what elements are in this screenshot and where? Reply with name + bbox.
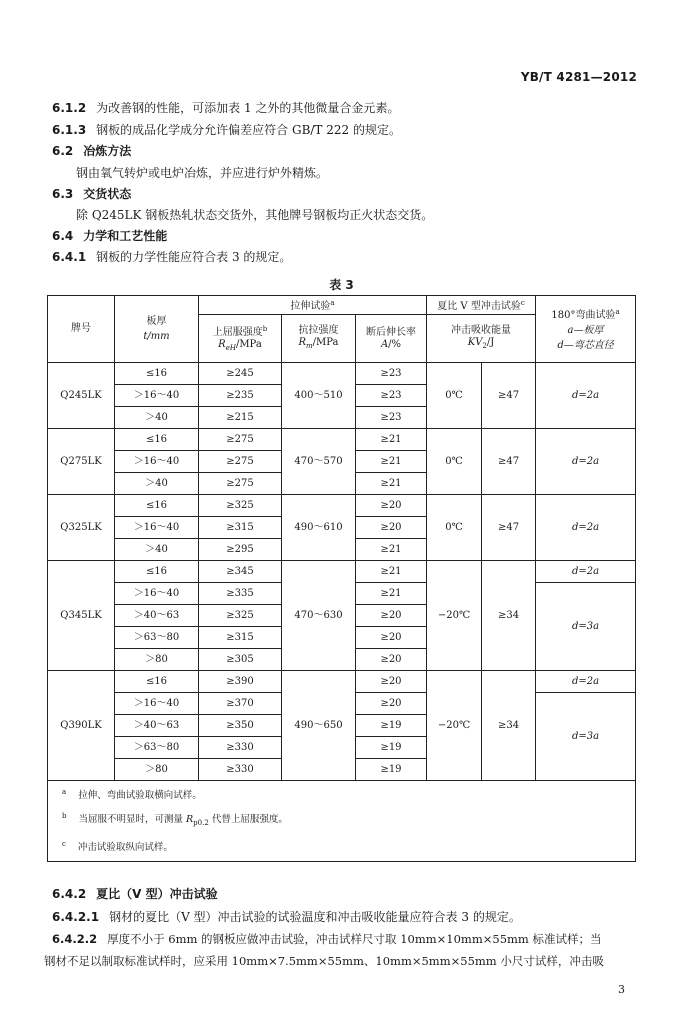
bend-cell: d=2a	[536, 671, 636, 693]
footnote-mark: a	[62, 788, 67, 796]
yield-cell: ≥370	[199, 693, 282, 715]
thickness-cell: ＞16～40	[115, 517, 199, 539]
yield-cell: ≥245	[199, 363, 282, 385]
header-tensile-strength	[282, 315, 356, 363]
table-row	[48, 561, 636, 583]
yield-cell: ≥305	[199, 649, 282, 671]
yield-cell: ≥390	[199, 671, 282, 693]
unit: /MPa	[312, 337, 339, 348]
elongation-cell: ≥23	[356, 407, 427, 429]
header-strength-label: 抗拉强度	[298, 325, 339, 336]
clause-number: 6.4.2.1	[52, 910, 100, 924]
yield-cell: ≥330	[199, 737, 282, 759]
elongation-cell: ≥21	[356, 583, 427, 605]
yield-cell: ≥350	[199, 715, 282, 737]
grade-cell: Q275LK	[48, 429, 115, 495]
elongation-cell: ≥20	[356, 605, 427, 627]
thickness-cell: ＞16～40	[115, 583, 199, 605]
yield-cell: ≥315	[199, 627, 282, 649]
footnote-text: 当屈服不明显时，可测量	[78, 814, 187, 825]
yield-cell: ≥295	[199, 539, 282, 561]
elongation-cell: ≥23	[356, 363, 427, 385]
clause-6-3-text: 除 Q245LK 钢板热轧状态交货外，其他牌号钢板均正火状态交货。	[76, 208, 434, 222]
thickness-cell: ≤16	[115, 429, 199, 451]
temp-cell: 0℃	[427, 363, 482, 429]
clause-number: 6.4.2	[52, 887, 87, 901]
yield-cell: ≥345	[199, 561, 282, 583]
clause-6-2-text: 钢由氧气转炉或电炉冶炼，并应进行炉外精炼。	[76, 166, 329, 180]
yield-cell: ≥335	[199, 583, 282, 605]
thickness-cell: ＞40	[115, 473, 199, 495]
footnote-a	[62, 785, 635, 803]
clause-number: 6.4	[52, 229, 74, 243]
grade-cell: Q325LK	[48, 495, 115, 561]
yield-cell: ≥325	[199, 495, 282, 517]
elongation-cell: ≥23	[356, 385, 427, 407]
clause-title: 力学和工艺性能	[83, 229, 168, 243]
yield-cell: ≥275	[199, 429, 282, 451]
header-thickness-unit: t/mm	[143, 331, 170, 342]
footnote-text: 冲击试验取纵向试样。	[77, 841, 173, 853]
footnote-ref: c	[520, 299, 525, 307]
symbol: R	[186, 814, 194, 825]
elongation-cell: ≥20	[356, 693, 427, 715]
yield-cell: ≥235	[199, 385, 282, 407]
clause-6-1-2	[52, 100, 637, 116]
clause-number: 6.2	[52, 144, 74, 158]
footnote-b	[62, 809, 635, 831]
elongation-cell: ≥20	[356, 495, 427, 517]
header-bend-label: 180°弯曲试验	[551, 310, 616, 321]
temp-cell: 0℃	[427, 429, 482, 495]
thickness-cell: ≤16	[115, 363, 199, 385]
thickness-cell: ＞40	[115, 407, 199, 429]
clause-text: 钢材的夏比（V 型）冲击试验的试验温度和冲击吸收能量应符合表 3 的规定。	[109, 910, 521, 924]
energy-cell: ≥34	[482, 561, 536, 671]
clause-title: 夏比（V 型）冲击试验	[96, 887, 218, 901]
table-row	[48, 429, 636, 451]
strength-cell: 470～570	[282, 429, 356, 495]
header-tensile-test	[199, 296, 427, 315]
footnote-text: 代替上屈服强度。	[208, 814, 288, 825]
elongation-cell: ≥19	[356, 737, 427, 759]
bend-cell: d=2a	[536, 429, 636, 495]
thickness-cell: ＞16～40	[115, 451, 199, 473]
grade-cell: Q390LK	[48, 671, 115, 781]
mechanical-properties-table	[47, 295, 636, 862]
elongation-cell: ≥21	[356, 473, 427, 495]
clause-number: 6.4.1	[52, 250, 87, 264]
table-caption: 表 3	[329, 278, 354, 292]
unit: /J	[486, 337, 495, 348]
footnote-text: 拉伸、弯曲试验取横向试样。	[78, 790, 202, 801]
energy-cell: ≥47	[482, 495, 536, 561]
table-row	[48, 495, 636, 517]
elongation-cell: ≥19	[356, 715, 427, 737]
page-number: 3	[618, 983, 625, 996]
energy-cell: ≥47	[482, 429, 536, 495]
thickness-cell: ＞63～80	[115, 627, 199, 649]
header-elongation	[356, 315, 427, 363]
clause-number: 6.3	[52, 187, 74, 201]
temp-cell: −20℃	[427, 671, 482, 781]
elongation-cell: ≥21	[356, 539, 427, 561]
thickness-cell: ＞40～63	[115, 605, 199, 627]
thickness-cell: ＞63～80	[115, 737, 199, 759]
symbol: A	[380, 338, 389, 350]
elongation-cell: ≥20	[356, 671, 427, 693]
standard-number: YB/T 4281—2012	[520, 70, 637, 84]
clause-number: 6.4.2.2	[52, 932, 98, 946]
yield-cell: ≥215	[199, 407, 282, 429]
header-yield-strength	[199, 315, 282, 363]
elongation-cell: ≥20	[356, 517, 427, 539]
clause-text: 为改善钢的性能，可添加表 1 之外的其他微量合金元素。	[96, 101, 400, 115]
strength-cell: 490～610	[282, 495, 356, 561]
elongation-cell: ≥20	[356, 627, 427, 649]
clause-6-4-2-1	[52, 909, 637, 925]
yield-cell: ≥315	[199, 517, 282, 539]
footnote-ref: a	[330, 299, 335, 307]
header-impact-test	[427, 296, 536, 315]
unit: /MPa	[235, 339, 262, 350]
thickness-cell: ≤16	[115, 495, 199, 517]
header-bend-a: a—板厚	[567, 325, 604, 336]
energy-cell: ≥34	[482, 671, 536, 781]
yield-cell: ≥325	[199, 605, 282, 627]
grade-cell: Q345LK	[48, 561, 115, 671]
footnote-ref: b	[262, 325, 268, 333]
strength-cell: 470～630	[282, 561, 356, 671]
yield-cell: ≥330	[199, 759, 282, 781]
thickness-cell: ＞40～63	[115, 715, 199, 737]
clause-text: 厚度不小于 6mm 的钢板应做冲击试验，冲击试样尺寸取 10mm×10mm×55mm 标准试样；当	[107, 932, 602, 946]
symbol: R	[218, 339, 226, 350]
yield-cell: ≥275	[199, 451, 282, 473]
header-yield-label: 上屈服强度	[212, 327, 263, 338]
symbol-subscript: m	[306, 342, 313, 350]
header-impact-label: 夏比 V 型冲击试验	[437, 301, 521, 312]
elongation-cell: ≥20	[356, 649, 427, 671]
yield-cell: ≥275	[199, 473, 282, 495]
clause-6-4-heading	[52, 228, 637, 244]
grade-cell: Q245LK	[48, 363, 115, 429]
clause-title: 冶炼方法	[83, 144, 132, 158]
clause-number: 6.1.3	[52, 123, 87, 137]
strength-cell: 490～650	[282, 671, 356, 781]
header-bend-test	[536, 296, 636, 363]
footnote-ref: a	[615, 308, 620, 316]
clause-text: 钢板的成品化学成分允许偏差应符合 GB/T 222 的规定。	[96, 123, 401, 137]
elongation-cell: ≥21	[356, 451, 427, 473]
clause-6-4-2-2	[52, 931, 637, 947]
temp-cell: −20℃	[427, 561, 482, 671]
header-impact-energy	[427, 315, 536, 363]
clause-6-4-2-2-cont: 钢材不足以制取标准试样时，应采用 10mm×7.5mm×55mm、10mm×5mm×55mm 小尺寸试样，冲击吸	[44, 954, 604, 968]
header-energy-label: 冲击吸收能量	[451, 325, 511, 336]
footnote-c	[62, 837, 635, 855]
clause-title: 交货状态	[83, 187, 132, 201]
temp-cell: 0℃	[427, 495, 482, 561]
header-grade: 牌号	[48, 296, 115, 363]
header-thickness-label: 板厚	[146, 316, 167, 327]
thickness-cell: ＞16～40	[115, 385, 199, 407]
energy-cell: ≥47	[482, 363, 536, 429]
bend-cell: d=3a	[536, 693, 636, 781]
table-row	[48, 363, 636, 385]
symbol-subscript: eH	[225, 344, 236, 352]
thickness-cell: ＞16～40	[115, 693, 199, 715]
clause-6-4-1	[52, 249, 637, 265]
table-notes	[48, 781, 636, 862]
clause-number: 6.1.2	[52, 101, 87, 115]
thickness-cell: ≤16	[115, 671, 199, 693]
footnote-mark: c	[62, 839, 66, 848]
symbol: KV	[467, 337, 483, 348]
clause-6-1-3	[52, 122, 637, 138]
symbol-subscript: p0.2	[193, 818, 209, 827]
thickness-cell: ＞80	[115, 759, 199, 781]
bend-cell: d=2a	[536, 495, 636, 561]
clause-6-3-heading	[52, 186, 637, 202]
clause-6-2-heading	[52, 143, 637, 159]
strength-cell: 400～510	[282, 363, 356, 429]
table-notes-row	[48, 781, 636, 862]
bend-cell: d=2a	[536, 561, 636, 583]
header-elongation-label: 断后伸长率	[366, 326, 416, 338]
unit: /%	[388, 338, 402, 350]
clause-text: 钢板的力学性能应符合表 3 的规定。	[96, 250, 292, 264]
elongation-cell: ≥21	[356, 429, 427, 451]
bend-cell: d=3a	[536, 583, 636, 671]
header-tensile-label: 拉伸试验	[290, 301, 331, 312]
symbol-subscript: 2	[482, 342, 487, 350]
elongation-cell: ≥19	[356, 759, 427, 781]
thickness-cell: ＞80	[115, 649, 199, 671]
thickness-cell: ＞40	[115, 539, 199, 561]
footnote-mark: b	[62, 812, 67, 820]
header-thickness	[115, 296, 199, 363]
thickness-cell: ≤16	[115, 561, 199, 583]
symbol: R	[298, 337, 307, 348]
bend-cell: d=2a	[536, 363, 636, 429]
clause-6-4-2-heading	[52, 886, 637, 902]
elongation-cell: ≥21	[356, 561, 427, 583]
header-bend-d: d—弯芯直径	[557, 340, 614, 351]
table-row	[48, 671, 636, 693]
